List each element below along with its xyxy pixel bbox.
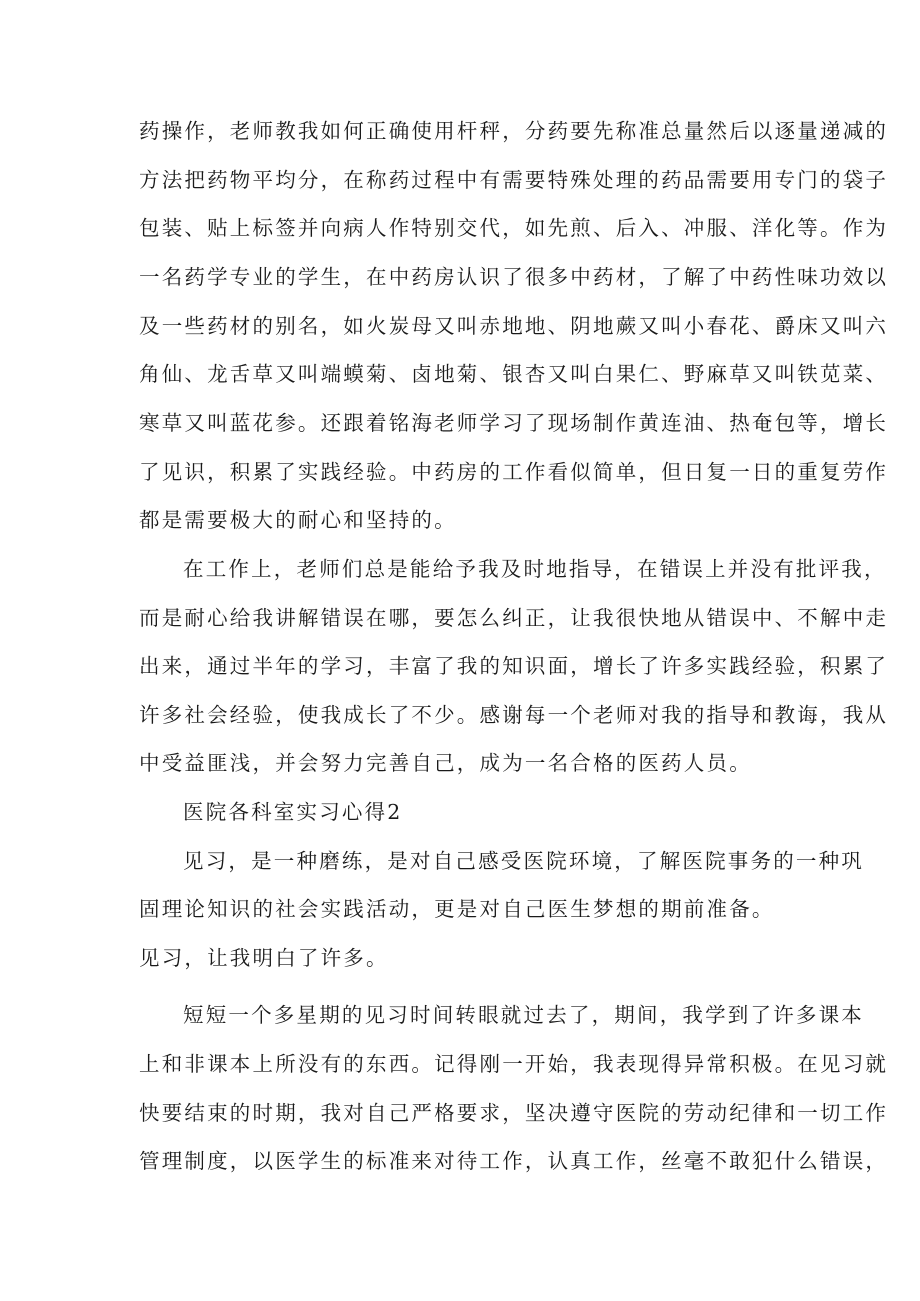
text-line: 中受益匪浅，并会努力完善自己，成为一名合格的医药人员。 [139, 751, 752, 775]
text-line: 管理制度，以医学生的标准来对待工作，认真工作，丝毫不敢犯什么错误， [139, 1149, 889, 1173]
paragraph-first-line: 在工作上，老师们总是能给予我及时地指导，在错误上并没有批评我， [183, 557, 887, 581]
text-line: 固理论知识的社会实践活动，更是对自己医生梦想的期前准备。 [139, 897, 775, 921]
text-line: 快要结束的时期，我对自己严格要求，坚决遵守医院的劳动纪律和一切工作 [139, 1101, 889, 1125]
text-line: 及一些药材的别名，如火炭母又叫赤地地、阴地蕨又叫小春花、爵床又叫六 [139, 314, 889, 338]
text-line: 方法把药物平均分，在称药过程中有需要特殊处理的药品需要用专门的袋子 [139, 168, 889, 192]
text-line: 许多社会经验，使我成长了不少。感谢每一个老师对我的指导和教诲，我从 [139, 703, 889, 727]
text-line: 一名药学专业的学生，在中药房认识了很多中药材，了解了中药性味功效以 [139, 265, 889, 289]
text-line: 出来，通过半年的学习，丰富了我的知识面，增长了许多实践经验，积累了 [139, 654, 889, 678]
section-heading: 医院各科室实习心得2 [183, 800, 403, 824]
text-line: 角仙、龙舌草又叫端蟆菊、卤地菊、银杏又叫白果仁、野麻草又叫铁苋菜、 [139, 362, 889, 386]
text-line: 了见识，积累了实践经验。中药房的工作看似简单，但日复一日的重复劳作 [139, 460, 889, 484]
text-line: 上和非课本上所没有的东西。记得刚一开始，我表现得异常积极。在见习就 [139, 1052, 889, 1076]
paragraph-first-line: 见习，是一种磨练，是对自己感受医院环境，了解医院事务的一种巩 [183, 849, 864, 873]
text-line: 药操作，老师教我如何正确使用杆秤，分药要先称准总量然后以逐量递减的 [139, 119, 889, 143]
text-line: 包装、贴上标签并向病人作特别交代，如先煎、后入、冲服、洋化等。作为 [139, 216, 889, 240]
text-line: 而是耐心给我讲解错误在哪，要怎么纠正，让我很快地从错误中、不解中走 [139, 606, 889, 630]
text-line: 都是需要极大的耐心和坚持的。 [139, 508, 457, 532]
paragraph-first-line: 短短一个多星期的见习时间转眼就过去了，期间，我学到了许多课本 [183, 1003, 864, 1027]
text-line: 寒草又叫蓝花参。还跟着铭海老师学习了现场制作黄连油、热奄包等，增长 [139, 411, 889, 435]
text-line: 见习，让我明白了许多。 [139, 946, 389, 970]
